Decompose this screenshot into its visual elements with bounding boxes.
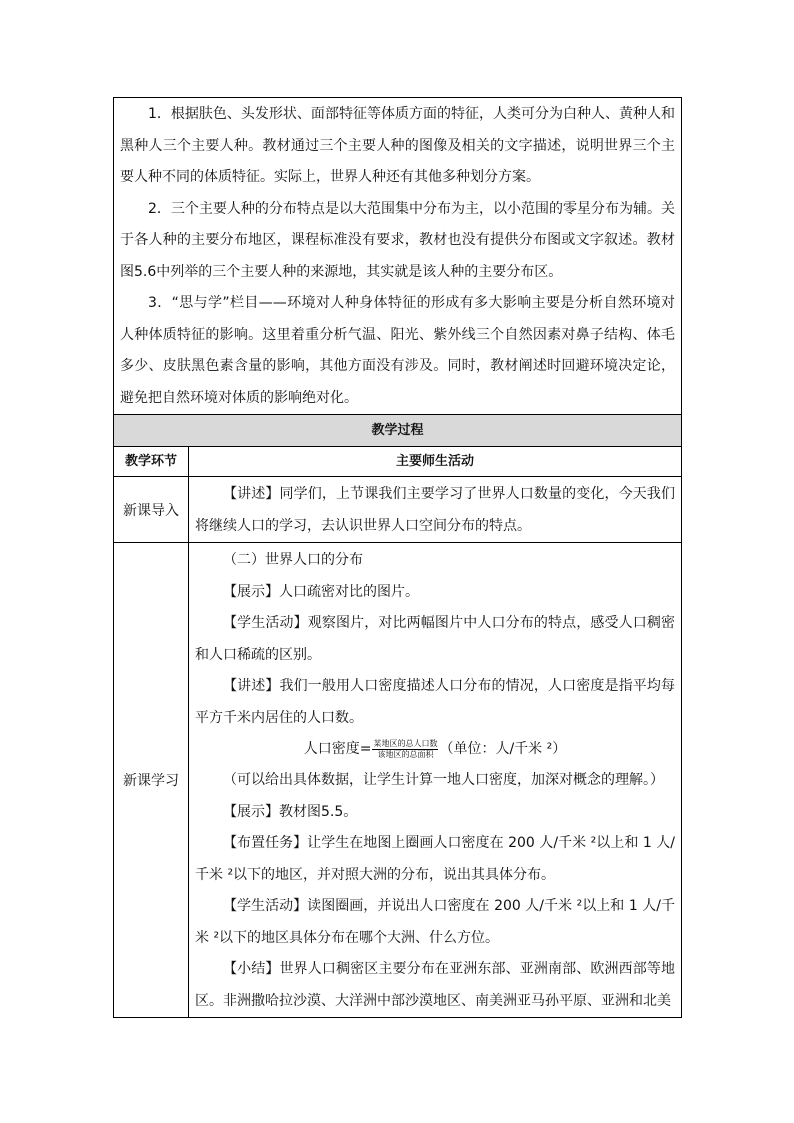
activity-paragraph: 【展示】人口疏密对比的图片。 [223,583,419,600]
intro-paragraph: 3．“思与学”栏目——环境对人种身体特征的形成有多大影响主要是分析自然环境对人种体质特征的影响。这里着重分析气温、阳光、紫外线三个自然因素对鼻子结构、体毛多少、皮肤黑色素含量的影响，其他方面没有涉及。同时，教材阐述时回避环境决定论，避免把自然环境对体质的影响绝对化。 [120,295,675,406]
intro-cell [114,98,682,415]
stage-column-header: 教学环节 [114,447,189,477]
activity-paragraph: 【展示】教材图5.5。 [223,803,358,820]
activity-paragraph: 【小结】世界人口稠密区主要分布在亚洲东部、亚洲南部、欧洲西部等地区。非洲撒哈拉沙漠、大洋洲中部沙漠地区、南美洲亚马孙平原、亚洲和北美 [195,961,675,1009]
formula-denominator: 该地区的总面积 [377,749,434,759]
population-density-formula [189,734,681,765]
activity-cell [189,477,682,543]
activity-paragraph: 【布置任务】让学生在地图上圈画人口密度在 200 人/千米 ²以上和 1 人/千米 ²以下的地区，并对照大洲的分布，说出其具体分布。 [195,835,675,883]
table-row [114,543,682,1018]
activity-paragraph: 【学生活动】读图圈画，并说出人口密度在 200 人/千米 ²以上和 1 人/千米 ²以下的地区具体分布在哪个大洲、什么方位。 [195,898,675,946]
activity-paragraph: 【讲述】同学们，上节课我们主要学习了世界人口数量的变化，今天我们将继续人口的学习，去认识世界人口空间分布的特点。 [195,486,675,534]
column-header-row [114,447,682,477]
formula-fraction [372,739,438,760]
formula-lhs: 人口密度= [303,741,372,757]
activity-paragraph: 【学生活动】观察图片，对比两幅图片中人口分布的特点，感受人口稠密和人口稀疏的区别。 [195,615,675,663]
stage-label: 新课学习 [114,543,189,1018]
intro-paragraph: 1．根据肤色、头发形状、面部特征等体质方面的特征，人类可分为白种人、黄种人和黑种人三个主要人种。教材通过三个主要人种的图像及相关的文字描述，说明世界三个主要人种不同的体质特征。实际上，世界人种还有其他多种划分方案。 [120,106,675,185]
activity-paragraph: （可以给出具体数据，让学生计算一地人口密度，加深对概念的理解。） [223,772,664,788]
stage-label: 新课导入 [114,477,189,543]
activity-paragraph: 【讲述】我们一般用人口密度描述人口分布的情况，人口密度是指平均每平方千米内居住的人口数。 [195,678,675,726]
formula-unit: （单位：人/千米 ²） [439,741,567,757]
activity-cell [189,543,682,1018]
table-row [114,477,682,543]
activity-paragraph: （二）世界人口的分布 [223,552,363,568]
activity-column-header: 主要师生活动 [189,447,682,477]
section-header-row [114,415,682,447]
intro-paragraph: 2．三个主要人种的分布特点是以大范围集中分布为主，以小范围的零星分布为辅。关于各人种的主要分布地区，课程标准没有要求，教材也没有提供分布图或文字叙述。教材图5.6中列举的三个主要人种的来源地，其实就是该人种的主要分布区。 [120,200,675,280]
formula-numerator: 某地区的总人口数 [373,738,438,748]
intro-row [114,98,682,415]
section-title: 教学过程 [114,415,682,447]
lesson-plan-table [113,97,682,1018]
